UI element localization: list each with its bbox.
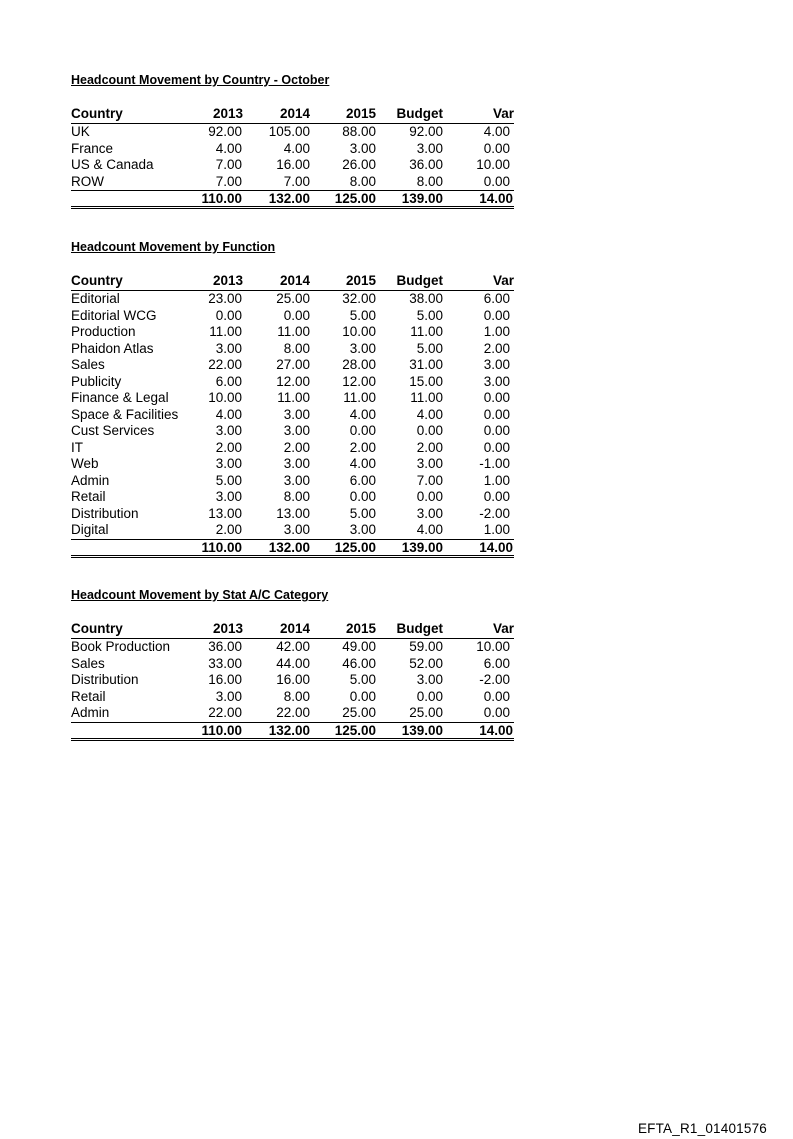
total-v2013: 110.00 bbox=[191, 722, 243, 739]
total-budget: 139.00 bbox=[376, 191, 443, 208]
cell-v2013: 3.00 bbox=[215, 688, 242, 704]
cell-v2014: 12.00 bbox=[276, 373, 310, 389]
column-header-budget: Budget bbox=[376, 620, 443, 639]
table-row bbox=[71, 357, 514, 374]
cell-v2015: 2.00 bbox=[349, 439, 376, 455]
cell-budget: 3.00 bbox=[416, 140, 443, 156]
table-row bbox=[71, 473, 514, 490]
cell-v2015: 11.00 bbox=[343, 390, 376, 405]
table-row bbox=[71, 324, 514, 341]
total-budget: 139.00 bbox=[376, 539, 443, 556]
cell-v2015: 8.00 bbox=[310, 174, 376, 191]
cell-v2014: 8.00 bbox=[283, 688, 310, 704]
cell-budget: 38.00 bbox=[409, 291, 443, 306]
function-section bbox=[71, 239, 514, 558]
cell-v2015: 5.00 bbox=[349, 505, 376, 521]
cell-v2013: 23.00 bbox=[208, 291, 242, 306]
cell-v2013: 3.00 bbox=[215, 340, 242, 356]
column-header-v2014: 2014 bbox=[243, 272, 310, 291]
total-vvar: 14.00 bbox=[443, 539, 514, 556]
cell-budget: 2.00 bbox=[416, 439, 443, 455]
cell-budget: 8.00 bbox=[376, 174, 443, 191]
header-row bbox=[71, 620, 514, 639]
cell-v2014: 3.00 bbox=[283, 472, 310, 488]
cell-vvar: 10.00 bbox=[476, 639, 510, 654]
cell-v2014: 16.00 bbox=[276, 157, 310, 172]
cell-budget: 7.00 bbox=[416, 472, 443, 488]
table-row bbox=[71, 440, 514, 457]
cell-budget: 4.00 bbox=[376, 522, 443, 539]
cell-country: Production bbox=[71, 324, 136, 339]
cell-v2013: 5.00 bbox=[215, 472, 242, 488]
cell-v2013: 3.00 bbox=[215, 456, 242, 471]
cell-budget: 5.00 bbox=[416, 307, 443, 323]
headcount-table bbox=[71, 620, 514, 741]
cell-v2015: 0.00 bbox=[349, 423, 376, 438]
cell-v2013: 92.00 bbox=[208, 124, 242, 139]
cell-v2015: 88.00 bbox=[342, 124, 376, 139]
total-v2015: 125.00 bbox=[310, 191, 376, 208]
cell-budget: 3.00 bbox=[416, 672, 443, 687]
total-v2014: 132.00 bbox=[243, 722, 310, 739]
cell-vvar: 2.00 bbox=[483, 340, 510, 356]
total-row bbox=[71, 722, 514, 739]
total-v2015: 125.00 bbox=[310, 722, 376, 739]
cell-vvar: 0.00 bbox=[483, 307, 510, 323]
cell-v2015: 3.00 bbox=[349, 140, 376, 156]
cell-v2015: 4.00 bbox=[349, 456, 376, 471]
cell-v2013: 22.00 bbox=[208, 357, 242, 372]
cell-v2015: 0.00 bbox=[349, 688, 376, 704]
cell-v2015: 3.00 bbox=[310, 522, 376, 539]
cell-vvar: 1.00 bbox=[483, 472, 510, 488]
cell-v2014: 44.00 bbox=[276, 655, 310, 671]
table-row bbox=[71, 705, 514, 722]
cell-v2015: 5.00 bbox=[349, 307, 376, 323]
cell-v2014: 8.00 bbox=[283, 340, 310, 356]
table-row bbox=[71, 489, 514, 506]
cell-v2013: 7.00 bbox=[215, 157, 242, 172]
total-budget: 139.00 bbox=[376, 722, 443, 739]
cell-v2015: 28.00 bbox=[342, 357, 376, 372]
cell-vvar: 6.00 bbox=[483, 655, 510, 671]
cell-v2014: 11.00 bbox=[277, 324, 310, 339]
cell-v2014: 25.00 bbox=[276, 291, 310, 306]
table-row bbox=[71, 390, 514, 407]
table-row bbox=[71, 506, 514, 523]
cell-v2013: 3.00 bbox=[215, 489, 242, 504]
cell-budget: 0.00 bbox=[416, 489, 443, 504]
table-row bbox=[71, 308, 514, 325]
column-header-v2013: 2013 bbox=[191, 272, 243, 291]
cell-vvar: 1.00 bbox=[443, 522, 514, 539]
cell-vvar: 0.00 bbox=[483, 140, 510, 156]
total-country bbox=[71, 722, 191, 739]
cell-v2014: 42.00 bbox=[276, 639, 310, 654]
cell-country: Finance & Legal bbox=[71, 390, 169, 405]
cell-v2015: 25.00 bbox=[310, 705, 376, 722]
table-row bbox=[71, 341, 514, 358]
cell-vvar: 6.00 bbox=[483, 291, 510, 306]
cell-budget: 3.00 bbox=[416, 456, 443, 471]
table-row bbox=[71, 174, 514, 191]
cell-v2015: 6.00 bbox=[349, 472, 376, 488]
cell-v2013: 0.00 bbox=[215, 307, 242, 323]
column-header-vvar: Var bbox=[443, 272, 514, 291]
stat-category-section bbox=[71, 587, 514, 741]
table-row bbox=[71, 423, 514, 440]
cell-vvar: 10.00 bbox=[476, 157, 510, 172]
column-header-v2014: 2014 bbox=[243, 620, 310, 639]
total-v2013: 110.00 bbox=[191, 191, 243, 208]
cell-country: UK bbox=[71, 124, 90, 139]
cell-v2013: 3.00 bbox=[215, 423, 242, 438]
column-header-vvar: Var bbox=[443, 620, 514, 639]
cell-v2015: 46.00 bbox=[342, 655, 376, 671]
table-row bbox=[71, 639, 514, 656]
column-header-v2015: 2015 bbox=[310, 272, 376, 291]
cell-country: US & Canada bbox=[71, 157, 154, 172]
cell-v2014: 105.00 bbox=[268, 124, 310, 139]
column-header-budget: Budget bbox=[376, 272, 443, 291]
cell-v2013: 2.00 bbox=[191, 522, 243, 539]
cell-country: IT bbox=[71, 439, 83, 455]
cell-v2013: 6.00 bbox=[215, 373, 242, 389]
cell-v2013: 7.00 bbox=[191, 174, 243, 191]
column-header-v2013: 2013 bbox=[191, 105, 243, 124]
cell-v2015: 10.00 bbox=[342, 324, 376, 339]
cell-v2015: 5.00 bbox=[349, 672, 376, 687]
cell-v2014: 11.00 bbox=[277, 390, 310, 405]
cell-budget: 0.00 bbox=[416, 688, 443, 704]
cell-v2014: 8.00 bbox=[283, 489, 310, 504]
total-row bbox=[71, 191, 514, 208]
cell-v2014: 16.00 bbox=[276, 672, 310, 687]
column-header-v2014: 2014 bbox=[243, 105, 310, 124]
cell-v2014: 13.00 bbox=[276, 505, 310, 521]
cell-vvar: 0.00 bbox=[483, 489, 510, 504]
cell-country: France bbox=[71, 140, 114, 156]
total-v2014: 132.00 bbox=[243, 191, 310, 208]
table-row bbox=[71, 456, 514, 473]
table-row bbox=[71, 374, 514, 391]
table-row bbox=[71, 656, 514, 673]
cell-budget: 3.00 bbox=[416, 505, 443, 521]
cell-vvar: 3.00 bbox=[483, 357, 510, 372]
cell-v2014: 4.00 bbox=[283, 140, 310, 156]
headcount-table bbox=[71, 105, 514, 209]
country-section bbox=[71, 72, 514, 209]
cell-country: Sales bbox=[71, 357, 105, 372]
column-header-v2013: 2013 bbox=[191, 620, 243, 639]
cell-vvar: 4.00 bbox=[483, 124, 510, 139]
cell-v2014: 3.00 bbox=[243, 522, 310, 539]
cell-v2014: 3.00 bbox=[283, 423, 310, 438]
cell-vvar: 0.00 bbox=[483, 439, 510, 455]
cell-country: Retail bbox=[71, 688, 106, 704]
cell-budget: 11.00 bbox=[410, 324, 443, 339]
total-v2013: 110.00 bbox=[191, 539, 243, 556]
cell-v2014: 22.00 bbox=[243, 705, 310, 722]
cell-budget: 4.00 bbox=[416, 406, 443, 422]
cell-vvar: 0.00 bbox=[483, 423, 510, 438]
cell-budget: 36.00 bbox=[409, 157, 443, 172]
cell-country: Editorial WCG bbox=[71, 307, 157, 323]
cell-v2013: 11.00 bbox=[209, 324, 242, 339]
total-vvar: 14.00 bbox=[443, 191, 514, 208]
section-title: Headcount Movement by Country - October bbox=[71, 73, 330, 87]
cell-country: Editorial bbox=[71, 291, 120, 306]
table-row bbox=[71, 689, 514, 706]
cell-v2015: 26.00 bbox=[342, 157, 376, 172]
cell-v2015: 4.00 bbox=[349, 406, 376, 422]
column-header-vvar: Var bbox=[443, 105, 514, 124]
cell-v2013: 2.00 bbox=[215, 439, 242, 455]
cell-vvar: 0.00 bbox=[483, 688, 510, 704]
cell-vvar: 3.00 bbox=[483, 373, 510, 389]
table-row bbox=[71, 141, 514, 158]
cell-country: Admin bbox=[71, 472, 110, 488]
cell-budget: 5.00 bbox=[416, 340, 443, 356]
cell-budget: 31.00 bbox=[409, 357, 443, 372]
table-row bbox=[71, 672, 514, 689]
cell-vvar: 0.00 bbox=[483, 390, 510, 405]
cell-vvar: -1.00 bbox=[479, 456, 510, 471]
column-header-country: Country bbox=[71, 620, 191, 639]
cell-v2013: 33.00 bbox=[208, 655, 242, 671]
cell-vvar: 1.00 bbox=[483, 324, 510, 339]
cell-v2014: 27.00 bbox=[276, 357, 310, 372]
cell-v2013: 13.00 bbox=[208, 505, 242, 521]
cell-budget: 59.00 bbox=[409, 639, 443, 654]
column-header-v2015: 2015 bbox=[310, 620, 376, 639]
table-row bbox=[71, 522, 514, 539]
cell-country: Digital bbox=[71, 522, 191, 539]
cell-country: Publicity bbox=[71, 373, 122, 389]
cell-budget: 15.00 bbox=[409, 373, 443, 389]
cell-vvar: -2.00 bbox=[479, 505, 510, 521]
cell-v2015: 49.00 bbox=[342, 639, 376, 654]
cell-vvar: 0.00 bbox=[443, 174, 514, 191]
document-id: EFTA_R1_01401576 bbox=[637, 1121, 767, 1136]
column-header-budget: Budget bbox=[376, 105, 443, 124]
header-row bbox=[71, 105, 514, 124]
cell-v2013: 10.00 bbox=[208, 390, 242, 405]
cell-v2013: 36.00 bbox=[208, 639, 242, 654]
cell-country: ROW bbox=[71, 174, 191, 191]
column-header-v2015: 2015 bbox=[310, 105, 376, 124]
cell-budget: 11.00 bbox=[410, 390, 443, 405]
table-row bbox=[71, 291, 514, 308]
table-row bbox=[71, 407, 514, 424]
cell-v2013: 16.00 bbox=[208, 672, 242, 687]
cell-country: Space & Facilities bbox=[71, 406, 179, 422]
cell-country: Sales bbox=[71, 655, 105, 671]
cell-vvar: -2.00 bbox=[479, 672, 510, 687]
cell-v2015: 32.00 bbox=[342, 291, 376, 306]
cell-v2015: 12.00 bbox=[342, 373, 376, 389]
table-row bbox=[71, 124, 514, 141]
cell-v2013: 4.00 bbox=[215, 406, 242, 422]
header-row bbox=[71, 272, 514, 291]
cell-country: Admin bbox=[71, 705, 191, 722]
cell-v2014: 0.00 bbox=[283, 307, 310, 323]
cell-country: Retail bbox=[71, 489, 106, 504]
cell-country: Phaidon Atlas bbox=[71, 340, 154, 356]
total-country bbox=[71, 539, 191, 556]
cell-v2014: 3.00 bbox=[283, 456, 310, 471]
cell-vvar: 0.00 bbox=[443, 705, 514, 722]
cell-budget: 25.00 bbox=[376, 705, 443, 722]
cell-v2015: 3.00 bbox=[349, 340, 376, 356]
cell-v2014: 3.00 bbox=[283, 406, 310, 422]
cell-country: Cust Services bbox=[71, 423, 155, 438]
total-v2014: 132.00 bbox=[243, 539, 310, 556]
section-title: Headcount Movement by Stat A/C Category bbox=[71, 588, 329, 602]
total-vvar: 14.00 bbox=[443, 722, 514, 739]
total-country bbox=[71, 191, 191, 208]
cell-country: Distribution bbox=[71, 672, 139, 687]
cell-budget: 92.00 bbox=[409, 124, 443, 139]
cell-country: Web bbox=[71, 456, 99, 471]
cell-budget: 0.00 bbox=[416, 423, 443, 438]
total-v2015: 125.00 bbox=[310, 539, 376, 556]
cell-vvar: 0.00 bbox=[483, 406, 510, 422]
section-title: Headcount Movement by Function bbox=[71, 240, 276, 254]
table-row bbox=[71, 157, 514, 174]
headcount-table bbox=[71, 272, 514, 558]
column-header-country: Country bbox=[71, 272, 191, 291]
total-row bbox=[71, 539, 514, 556]
cell-v2015: 0.00 bbox=[349, 489, 376, 504]
cell-v2014: 7.00 bbox=[243, 174, 310, 191]
cell-v2013: 4.00 bbox=[215, 140, 242, 156]
cell-v2014: 2.00 bbox=[283, 439, 310, 455]
cell-v2013: 22.00 bbox=[191, 705, 243, 722]
column-header-country: Country bbox=[71, 105, 191, 124]
cell-country: Book Production bbox=[71, 639, 171, 654]
cell-budget: 52.00 bbox=[409, 655, 443, 671]
cell-country: Distribution bbox=[71, 505, 139, 521]
